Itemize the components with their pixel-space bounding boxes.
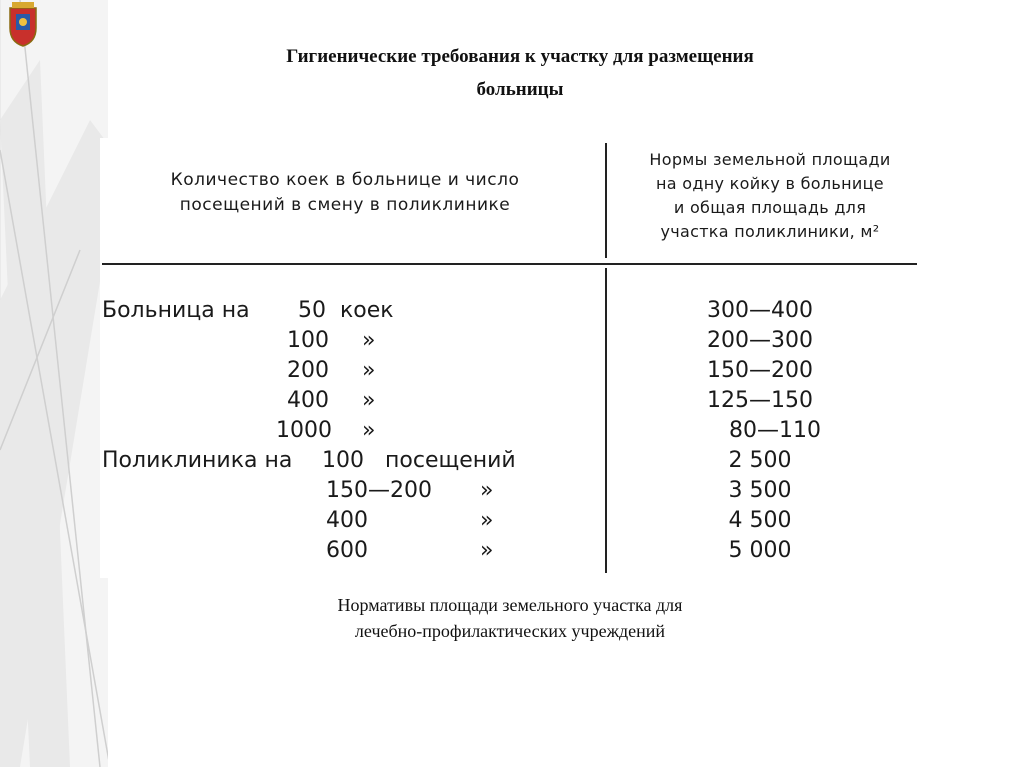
table-row [100,358,920,388]
coat-of-arms-icon [6,2,40,48]
header-right-line: Нормы земельной площади [649,150,891,169]
norms-table [100,138,920,578]
row-value: 125—150 [707,388,813,413]
header-right-line: участка поликлиники, м² [660,222,880,241]
row-number: 600 [326,538,368,563]
table-row [100,328,920,358]
row-value: 300—400 [707,298,813,323]
table-row [100,388,920,418]
row-value: 3 500 [728,478,792,503]
row-number: 100 [287,328,329,353]
horizontal-divider [102,263,917,265]
row-unit: » [480,478,494,503]
row-value: 150—200 [707,358,813,383]
row-unit: » [362,388,376,413]
row-unit: » [362,418,376,443]
row-value: 80—110 [729,418,821,443]
title-line-2: больницы [476,79,564,100]
row-number: 50 [298,298,326,323]
row-value: 5 000 [728,538,792,563]
header-left [110,168,580,218]
table-caption [220,592,800,644]
row-number: 400 [326,508,368,533]
table-row [100,298,920,328]
row-unit: » [362,358,376,383]
row-value: 2 500 [728,448,792,473]
table-row [100,418,920,448]
row-unit: » [480,538,494,563]
header-right-line: на одну койку в больнице [656,174,884,193]
row-number: 1000 [276,418,332,443]
row-prefix: Поликлиника на [102,448,293,473]
header-right-line: и общая площадь для [673,198,867,217]
page-title [170,40,870,106]
row-number: 150—200 [326,478,432,503]
table-row [100,448,920,478]
title-line-1: Гигиенические требования к участку для размещения [286,46,754,67]
vertical-divider [605,143,607,258]
caption-line-2: лечебно-профилактических учреждений [354,621,666,641]
header-left-line: посещений в смену в поликлинике [179,195,511,215]
row-unit: » [362,328,376,353]
row-number: 400 [287,388,329,413]
table-row [100,478,920,508]
header-left-line: Количество коек в больнице и число [170,170,520,190]
row-value: 4 500 [728,508,792,533]
caption-line-1: Нормативы площади земельного участка для [337,595,683,615]
table-row [100,538,920,568]
header-right [620,148,920,244]
row-number: 100 [322,448,364,473]
row-unit: посещений [385,448,516,473]
row-unit: » [480,508,494,533]
row-prefix: Больница на [102,298,250,323]
row-value: 200—300 [707,328,813,353]
row-number: 200 [287,358,329,383]
row-unit: коек [340,298,394,323]
table-row [100,508,920,538]
